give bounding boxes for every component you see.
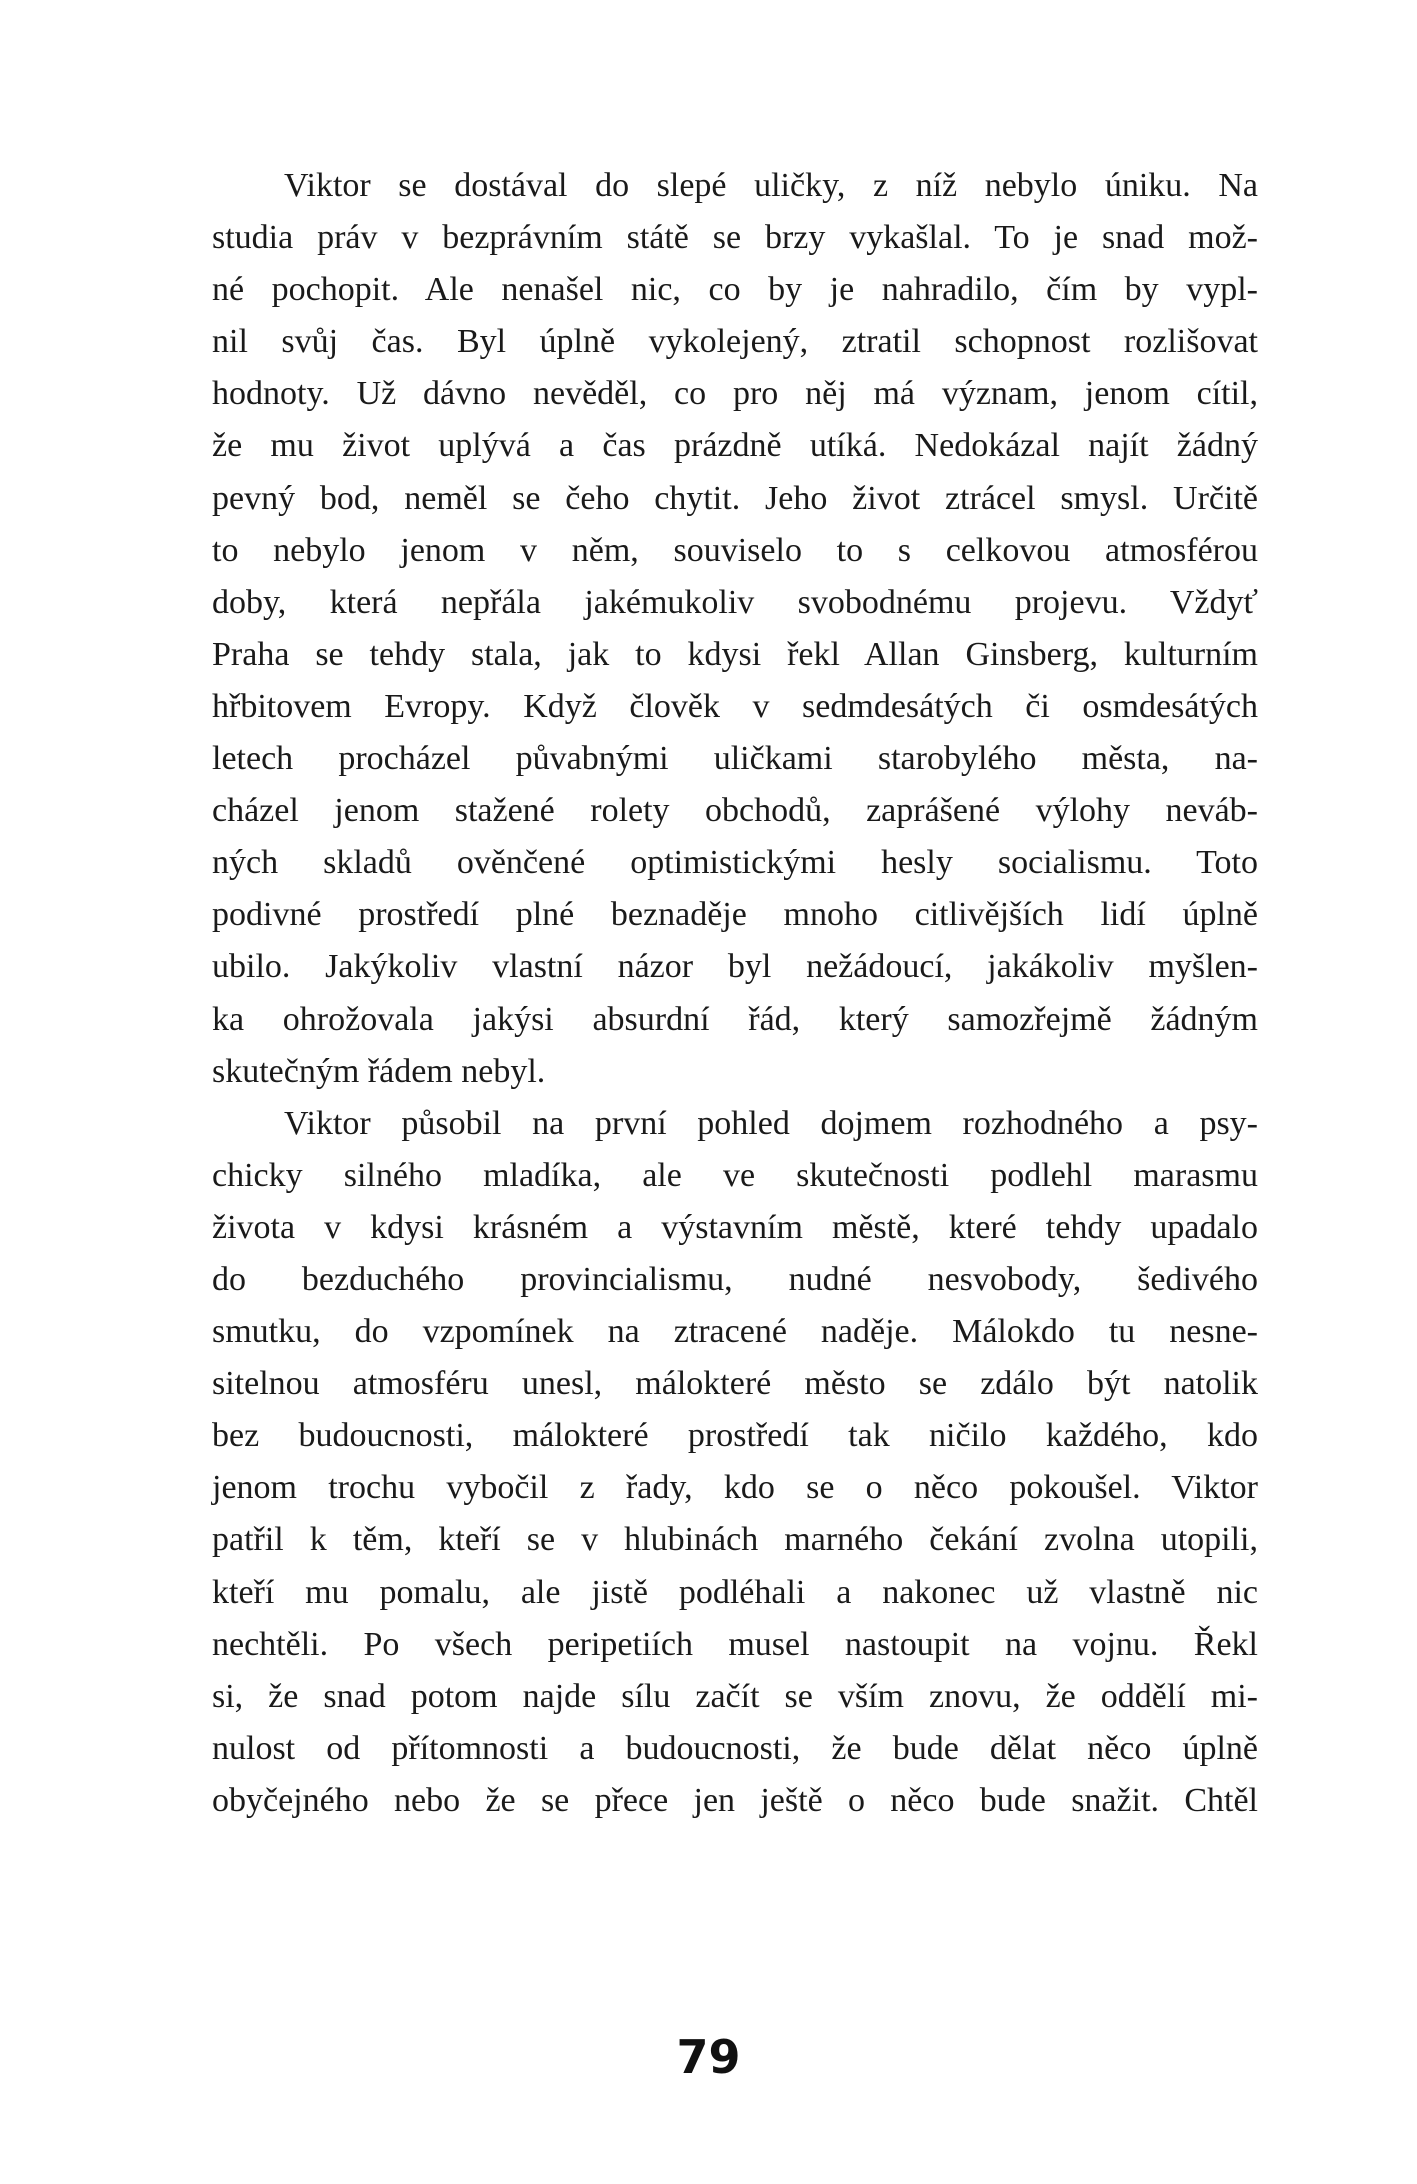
text-line: né pochopit. Ale nenašel nic, co by je nahradilo, čím by vypl- [212, 271, 1258, 309]
paragraph [212, 1098, 1258, 1827]
text-line: si, že snad potom najde sílu začít se vším znovu, že oddělí mi- [212, 1677, 1258, 1715]
text-line: ka ohrožovala jakýsi absurdní řád, který samozřejmě žádným [212, 1000, 1258, 1038]
text-line: života v kdysi krásném a výstavním městě, které tehdy upadalo [212, 1208, 1258, 1246]
text-line: Viktor se dostával do slepé uličky, z níž nebylo úniku. Na [284, 167, 1258, 204]
text-line: do bezduchého provincialismu, nudné nesvobody, šedivého [212, 1260, 1258, 1298]
text-line: ných skladů ověnčené optimistickými hesly socialismu. Toto [212, 844, 1258, 882]
text-line: že mu život uplývá a čas prázdně utíká. Nedokázal najít žádný [212, 427, 1258, 465]
text-line: pevný bod, neměl se čeho chytit. Jeho život ztrácel smysl. Určitě [212, 479, 1258, 517]
text-line: jenom trochu vybočil z řady, kdo se o něco pokoušel. Viktor [212, 1469, 1258, 1507]
text-line: nil svůj čas. Byl úplně vykolejený, ztratil schopnost rozlišovat [212, 323, 1258, 361]
text-line: podivné prostředí plné beznaděje mnoho citlivějších lidí úplně [212, 896, 1258, 934]
text-line: Praha se tehdy stala, jak to kdysi řekl Allan Ginsberg, kulturním [212, 635, 1258, 673]
text-line: cházel jenom stažené rolety obchodů, zaprášené výlohy neváb- [212, 792, 1258, 830]
text-line: chicky silného mladíka, ale ve skutečnosti podlehl marasmu [212, 1156, 1258, 1194]
text-line: bez budoucnosti, málokteré prostředí tak ničilo každého, kdo [212, 1417, 1258, 1455]
text-line: ubilo. Jakýkoliv vlastní názor byl nežádoucí, jakákoliv myšlen- [212, 948, 1258, 986]
text-line: sitelnou atmosféru unesl, málokteré město se zdálo být natolik [212, 1365, 1258, 1403]
text-line: obyčejného nebo že se přece jen ještě o něco bude snažit. Chtěl [212, 1781, 1258, 1819]
text-line: kteří mu pomalu, ale jistě podléhali a nakonec už vlastně nic [212, 1573, 1258, 1611]
text-line: nechtěli. Po všech peripetiích musel nastoupit na vojnu. Řekl [212, 1625, 1258, 1663]
body-text [212, 160, 1258, 1827]
text-line: to nebylo jenom v něm, souviselo to s celkovou atmosférou [212, 531, 1258, 569]
text-line: smutku, do vzpomínek na ztracené naděje. Málokdo tu nesne- [212, 1313, 1258, 1351]
page-number: 79 [676, 2030, 741, 2084]
text-line: hřbitovem Evropy. Když člověk v sedmdesátých či osmdesátých [212, 687, 1258, 725]
text-line: hodnoty. Už dávno nevěděl, co pro něj má význam, jenom cítil, [212, 375, 1258, 413]
text-line: studia práv v bezprávním státě se brzy vykašlal. To je snad mož- [212, 219, 1258, 257]
text-line: skutečným řádem nebyl. [212, 1052, 546, 1090]
text-line: letech procházel půvabnými uličkami starobylého města, na- [212, 740, 1258, 778]
text-line: patřil k těm, kteří se v hlubinách marného čekání zvolna utopili, [212, 1521, 1258, 1559]
text-line: nulost od přítomnosti a budoucnosti, že bude dělat něco úplně [212, 1729, 1258, 1767]
paragraph [212, 160, 1258, 1098]
text-line: doby, která nepřála jakémukoliv svobodnému projevu. Vždyť [212, 583, 1258, 621]
text-line: Viktor působil na první pohled dojmem rozhodného a psy- [284, 1104, 1258, 1142]
